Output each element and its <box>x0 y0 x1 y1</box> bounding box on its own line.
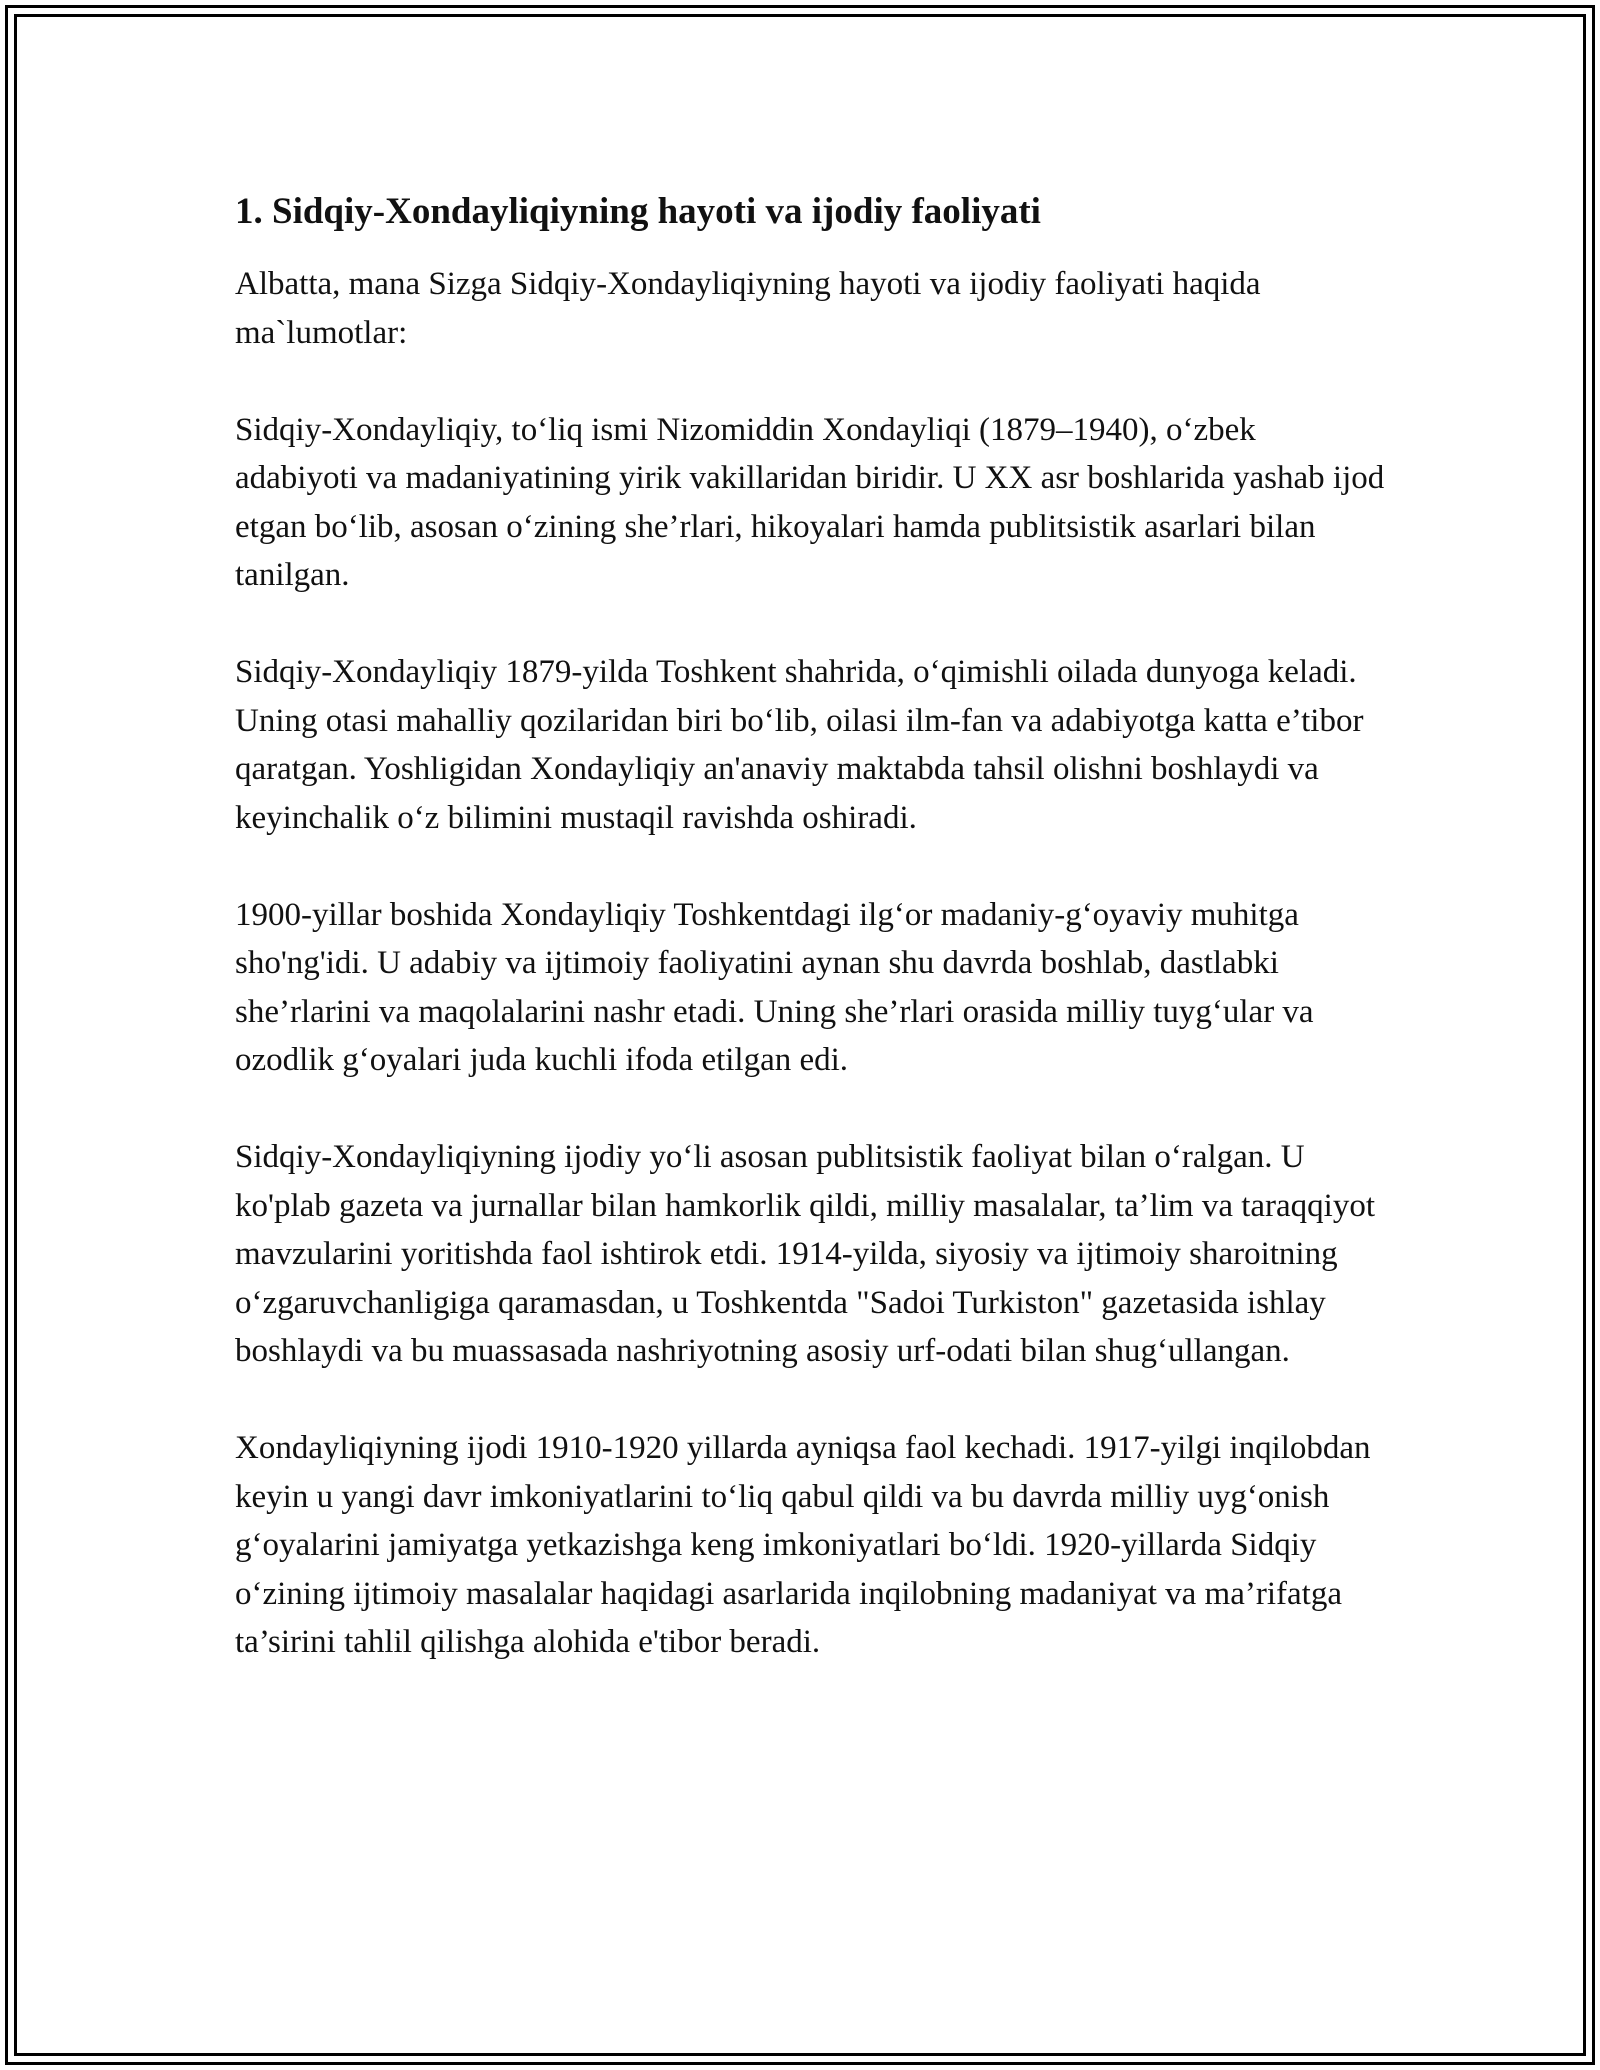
paragraph-1900s: 1900-yillar boshida Xondayliqiy Toshkentdagi ilg‘or madaniy-g‘oyaviy muhitga sho'ng'idi. U adabiy va ijtimoiy faoliyatini aynan shu davrda boshlab, dastlabki she’rlarini va maqolalarini nashr etadi. Uning she’rlari orasida milliy tuyg‘ular va ozodlik g‘oyalari juda kuchli ifoda etilgan edi. <box>235 896 1314 1078</box>
paragraph-1910-1920: Xondayliqiyning ijodi 1910-1920 yillarda ayniqsa faol kechadi. 1917-yilgi inqilobdan keyin u yangi davr imkoniyatlarini to‘liq qabul qildi va bu davrda milliy uyg‘onish g‘oyalarini jamiyatga yetkazishga keng imkoniyatlari bo‘ldi. 1920-yillarda Sidqiy o‘zining ijtimoiy masalalar haqidagi asarlarida inqilobning madaniyat va ma’rifatga ta’sirini tahlil qilishga alohida e'tibor beradi. <box>235 1430 1371 1660</box>
paragraph-intro: Albatta, mana Sizga Sidqiy-Xondayliqiyning hayoti va ijodiy faoliyati haqida ma`lumotlar: <box>235 266 1261 351</box>
section-heading: 1. Sidqiy-Xondayliqiyning hayoti va ijodiy faoliyati <box>235 191 1041 232</box>
paragraph-early-life: Sidqiy-Xondayliqiy 1879-yilda Toshkent shahrida, o‘qimishli oilada dunyoga keladi. Uning otasi mahalliy qozilaridan biri bo‘lib, oilasi ilm-fan va adabiyotga katta e’tibor qaratgan. Yoshligidan Xondayliqiy an'anaviy maktabda tahsil olishni boshlaydi va keyinchalik o‘z bilimini mustaqil ravishda oshiradi. <box>235 654 1364 836</box>
paragraph-publicism: Sidqiy-Xondayliqiyning ijodiy yo‘li asosan publitsistik faoliyat bilan o‘ralgan. U ko'plab gazeta va jurnallar bilan hamkorlik qildi, milliy masalalar, ta’lim va taraqqiyot mavzularini yoritishda faol ishtirok etdi. 1914-yilda, siyosiy va ijtimoiy sharoitning o‘zgaruvchanligiga qaramasdan, u Toshkentda "Sadoi Turkiston" gazetasida ishlay boshlaydi va bu muassasada nashriyotning asosiy urf-odati bilan shug‘ullangan. <box>235 1139 1376 1369</box>
paragraph-overview: Sidqiy-Xondayliqiy, to‘liq ismi Nizomiddin Xondayliqi (1879–1940), o‘zbek adabiyoti va madaniyatining yirik vakillaridan biridir. U XX asr boshlarida yashab ijod etgan bo‘lib, asosan o‘zining she’rlari, hikoyalari hamda publitsistik asarlari bilan tanilgan. <box>235 411 1385 593</box>
document-body <box>235 188 1385 1667</box>
